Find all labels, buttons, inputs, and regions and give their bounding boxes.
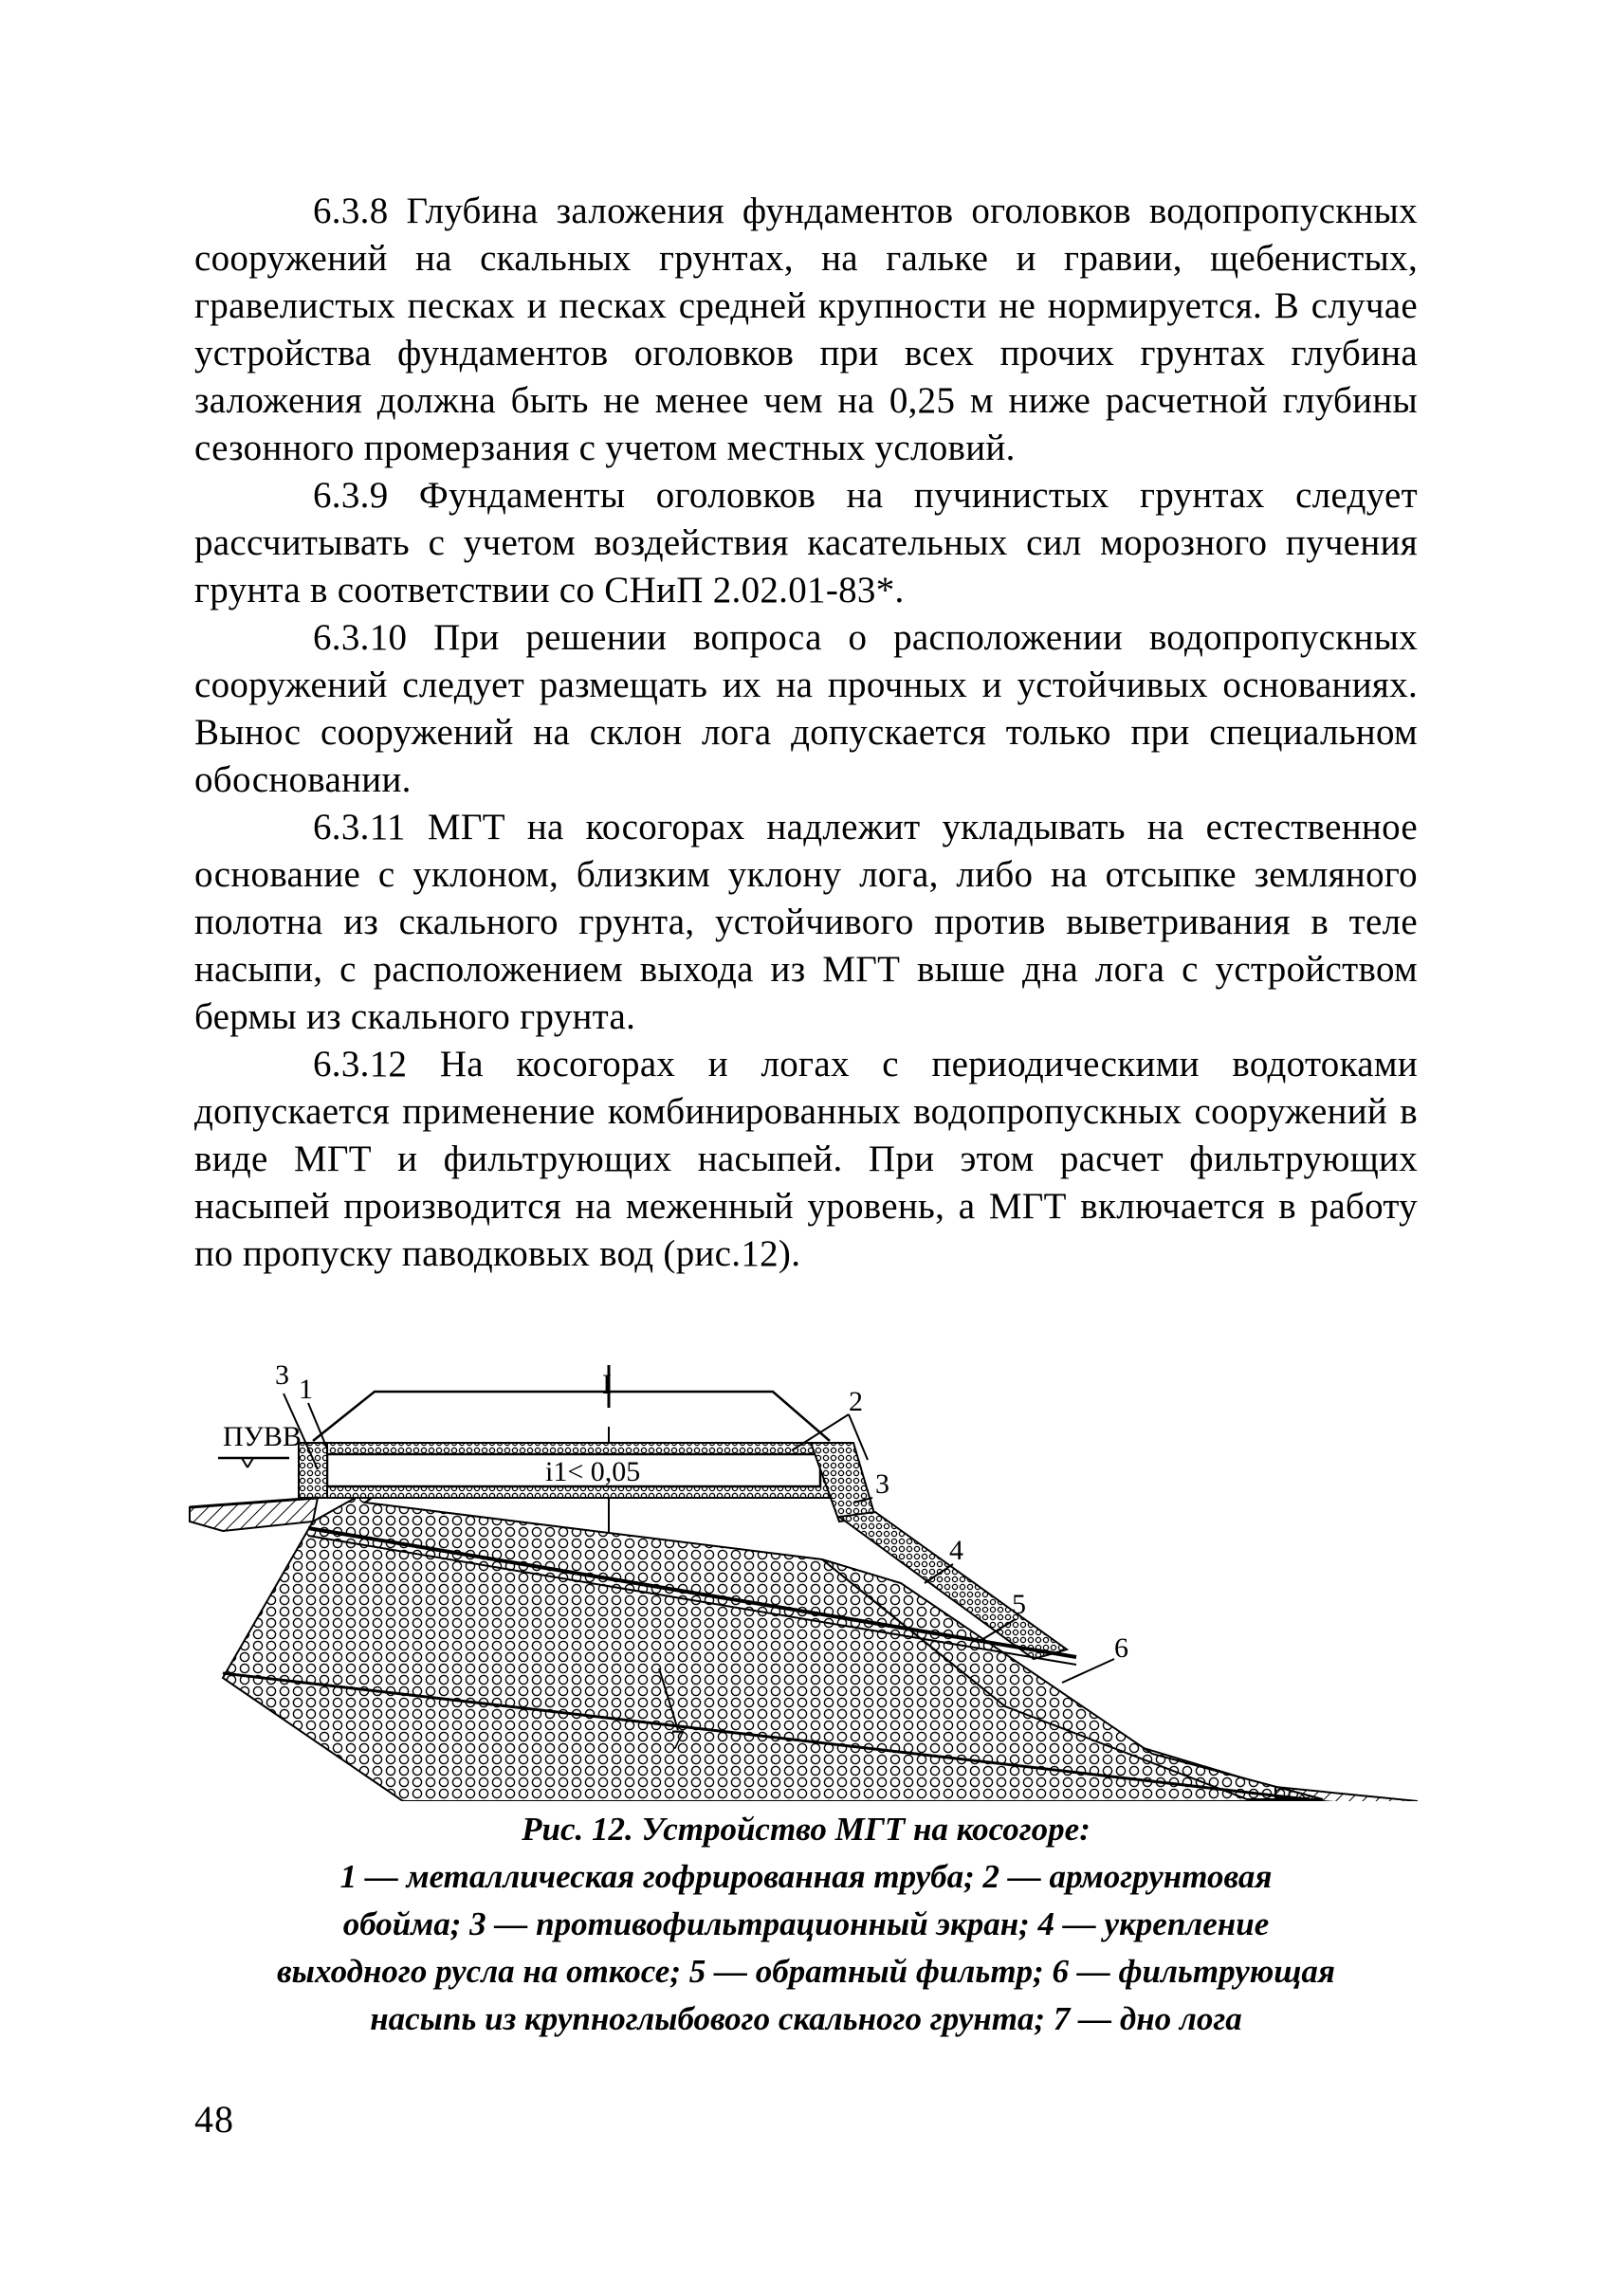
caption-line-4: насыпь из крупноглыбового скального грунта; 7 — дно лога xyxy=(370,2000,1242,2037)
callout-4: 4 xyxy=(949,1535,963,1566)
callout-3-left: 3 xyxy=(275,1359,289,1391)
paragraph-6-3-11: 6.3.11 МГТ на косогорах надлежит укладывать на естественное основание с уклоном, близким уклону лога, либо на отсыпке земляного полотна из скального грунта, устойчивого против выветривания в теле насыпи, с расположением выхода из МГТ выше дна лога с устройством бермы из скального грунта. xyxy=(194,807,1418,1037)
paragraph-6-3-8: 6.3.8 Глубина заложения фундаментов оголовков водопропускных сооружений на скальных грунтах, на гальке и гравии, щебенистых, гравелистых песках и песках средней крупности не нормируется. В случае устройства фундаментов оголовков при всех прочих грунтах глубина заложения должна быть не менее чем на 0,25 м ниже расчетной глубины сезонного промерзания с учетом местных условий. xyxy=(194,191,1418,468)
callout-3-right: 3 xyxy=(875,1468,889,1500)
paragraph-6-3-9: 6.3.9 Фундаменты оголовков на пучинистых грунтах следует рассчитывать с учетом воздействия касательных сил морозного пучения грунта в соответствии со СНиП 2.02.01-83*. xyxy=(194,475,1418,610)
culvert-diagram-svg xyxy=(185,1356,1418,1801)
callout-6: 6 xyxy=(1114,1632,1128,1664)
body-text xyxy=(194,188,1418,1278)
callout-5: 5 xyxy=(1012,1589,1026,1620)
figure-12-culvert-diagram xyxy=(185,1356,1418,1801)
left-anti-seepage-screen xyxy=(299,1443,327,1498)
caption-line-1: 1 — металлическая гофрированная труба; 2 — армогрунтовая xyxy=(339,1858,1273,1895)
water-level-label: ПУВВ xyxy=(223,1421,302,1452)
paragraph-6-3-12: 6.3.12 На косогорах и логах с периодическими водотоками допускается применение комбинированных водопропускных сооружений в виде МГТ и фильтрующих насыпей. При этом расчет фильтрующих насыпей производится на меженный уровень, а МГТ включается в работу по пропуску паводковых вод (рис.12). xyxy=(194,1044,1418,1274)
caption-line-3: выходного русла на откосе; 5 — обратный фильтр; 6 — фильтрующая xyxy=(277,1953,1335,1990)
callout-1: 1 xyxy=(299,1374,313,1405)
caption-title: Рис. 12. Устройство МГТ на косогоре: xyxy=(522,1811,1091,1848)
paragraph-6-3-10: 6.3.10 При решении вопроса о расположении водопропускных сооружений следует размещать их на прочных и устойчивых основаниях. Вынос сооружений на склон лога допускается только при специальном обосновании. xyxy=(194,617,1418,800)
figure-caption xyxy=(194,1806,1418,2043)
slope-label: i1< 0,05 xyxy=(545,1456,641,1487)
roadway-outline xyxy=(313,1392,830,1441)
callout-2: 2 xyxy=(849,1386,863,1417)
embankment-fill xyxy=(223,1455,1323,1801)
caption-line-2: обойма; 3 — противофильтрационный экран; 4 — укрепление xyxy=(342,1905,1270,1942)
callout-7: 7 xyxy=(670,1724,685,1756)
right-ground-hatch xyxy=(1275,1787,1418,1801)
page-number: 48 xyxy=(194,2098,234,2141)
axis-mark-label: I xyxy=(602,1369,612,1400)
